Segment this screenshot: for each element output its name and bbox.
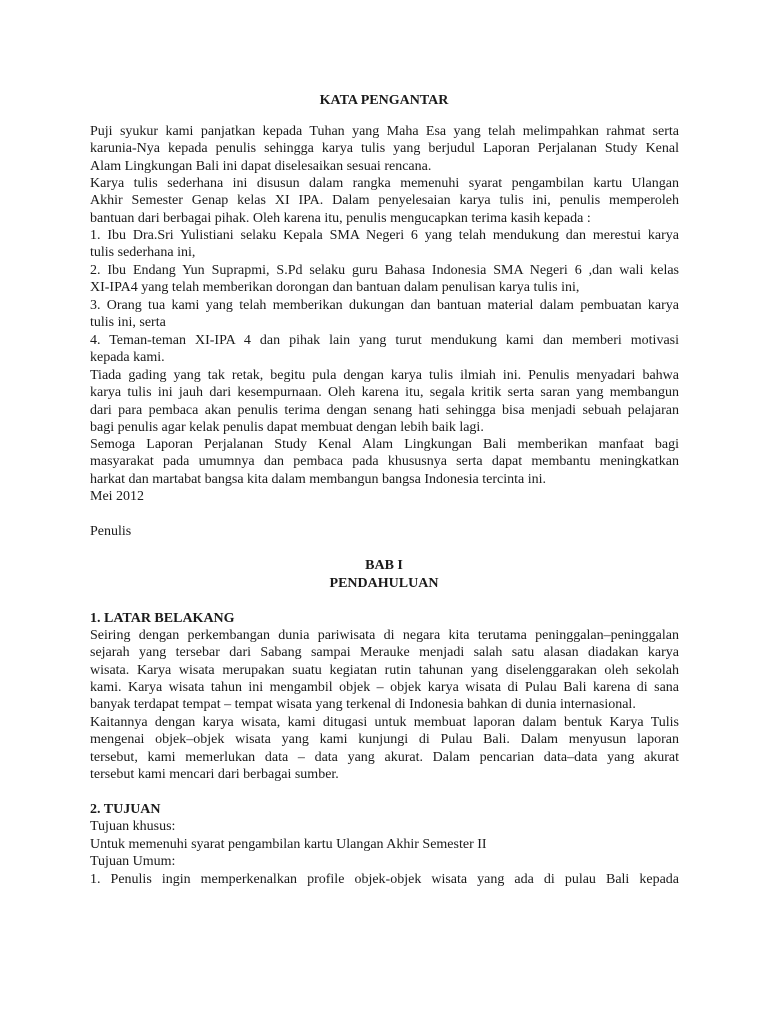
text-line: 2. Ibu Endang Yun Suprapmi, S.Pd selaku guru Bahasa Indonesia SMA Negeri 6 ,dan wali kelas xyxy=(90,263,679,278)
text-line: sejarah yang tersebar dari Sabang sampai Merauke menjadi salah satu alasan diadakan karya xyxy=(90,645,679,661)
tujuan-khusus-text: Untuk memenuhi syarat pengambilan kartu Ulangan Akhir Semester II xyxy=(90,837,487,852)
chapter-number: BAB I xyxy=(365,558,403,573)
text-line: Alam Lingkungan Bali ini dapat diselesaikan sesuai rencana. xyxy=(90,158,432,174)
text-line: Karya tulis sederhana ini disusun dalam rangka memenuhi syarat pengambilan kartu Ulangan xyxy=(90,176,679,191)
preface-signature: Penulis xyxy=(90,524,132,539)
text-line: harkat dan martabat bangsa kita dalam membangun bangsa Indonesia tercinta ini. xyxy=(90,471,547,487)
chapter-title: PENDAHULUAN xyxy=(329,576,439,591)
text-line: Tiada gading yang tak retak, begitu pula dengan karya tulis ilmiah ini. Penulis menyadari bahwa xyxy=(90,368,679,383)
text-line: mengenai objek–objek wisata yang kami kunjungi di Pulau Bali. Dalam menyusun laporan xyxy=(90,732,679,748)
text-line: tulis sederhana ini, xyxy=(90,245,196,261)
text-line: karunia-Nya kepada penulis sehingga karya tulis yang berjudul Laporan Perjalanan Study Kenal xyxy=(90,141,679,157)
thanks-item-3 xyxy=(90,297,679,332)
text-line: wisata. Karya wisata merupakan suatu kegiatan rutin tahunan yang diselenggarakan oleh sekolah xyxy=(90,662,679,678)
text-line: masyarakat pada umumnya dan pembaca pada khususnya serta dapat membantu meningkatkan xyxy=(90,454,679,470)
preface-paragraph-2 xyxy=(90,175,679,227)
section-heading-latar-belakang: 1. LATAR BELAKANG xyxy=(90,611,235,626)
text-line: Seiring dengan perkembangan dunia pariwisata di negara kita terutama peninggalan–peninggalan xyxy=(90,628,679,643)
preface-paragraph-4 xyxy=(90,436,679,488)
tujuan-umum-label: Tujuan Umum: xyxy=(90,854,176,869)
text-line: 4. Teman-teman XI-IPA 4 dan pihak lain yang turut mendukung kami dan memberi motivasi xyxy=(90,333,679,348)
text-line: 1. Ibu Dra.Sri Yulistiani selaku Kepala SMA Negeri 6 yang telah mendukung dan merestui karya xyxy=(90,228,679,243)
text-line: Kaitannya dengan karya wisata, kami ditugasi untuk membuat laporan dalam bentuk Karya Tulis xyxy=(90,715,679,730)
page-title: KATA PENGANTAR xyxy=(319,93,449,108)
text-line: kami. Karya wisata tahun ini mengambil objek – objek karya wisata di Pulau Bali karena di sana xyxy=(90,679,679,695)
section-heading-tujuan: 2. TUJUAN xyxy=(90,802,161,817)
text-line: 3. Orang tua kami yang telah memberikan dukungan dan bantuan material dalam pembuatan karya xyxy=(90,298,679,313)
text-line: tulis ini, serta xyxy=(90,315,166,331)
preface-paragraph-3 xyxy=(90,367,679,436)
tujuan-umum-item-1 xyxy=(90,871,679,888)
text-line: Semoga Laporan Perjalanan Study Kenal Alam Lingkungan Bali memberikan manfaat bagi xyxy=(90,437,679,452)
preface-paragraph-1 xyxy=(90,123,679,175)
text-line: kepada kami. xyxy=(90,350,165,366)
text-line: Akhir Semester Genap kelas XI IPA. Dalam penyelesaian karya tulis ini, penulis memperoleh xyxy=(90,193,679,209)
thanks-item-1 xyxy=(90,227,679,262)
text-line: 1. Penulis ingin memperkenalkan profile objek-objek wisata yang ada di pulau Bali kepada xyxy=(90,872,679,887)
preface-date: Mei 2012 xyxy=(90,489,145,504)
thanks-item-2 xyxy=(90,262,679,297)
text-line: dari para pembaca akan penulis terima dengan senang hati sehingga bisa menjadi sebuah pelajaran xyxy=(90,402,679,418)
text-line: Puji syukur kami panjatkan kepada Tuhan yang Maha Esa yang telah melimpahkan rahmat serta xyxy=(90,124,679,139)
text-line: banyak terdapat tempat – tempat wisata yang terkenal di Indonesia bahkan di dunia internasional. xyxy=(90,697,636,713)
thanks-item-4 xyxy=(90,332,679,367)
text-line: tersebut kami mencari dari berbagai sumber. xyxy=(90,766,339,782)
tujuan-khusus-label: Tujuan khusus: xyxy=(90,819,176,834)
text-line: karya tulis ini jauh dari kesempurnaan. Oleh karena itu, segala kritik serta saran yang membangun xyxy=(90,385,679,401)
text-line: bagi penulis agar kelak penulis dapat membuat dengan lebih baik lagi. xyxy=(90,419,484,435)
text-line: tersebut, kami memerlukan data – data yang akurat. Dalam pencarian data–data yang akurat xyxy=(90,749,679,765)
latar-paragraph-2 xyxy=(90,714,679,783)
text-line: bantuan dari berbagai pihak. Oleh karena itu, penulis mengucapkan terima kasih kepada : xyxy=(90,210,591,226)
latar-paragraph-1 xyxy=(90,627,679,713)
text-line: XI-IPA4 yang telah memberikan dorongan dan bantuan dalam penulisan karya tulis ini, xyxy=(90,280,580,296)
